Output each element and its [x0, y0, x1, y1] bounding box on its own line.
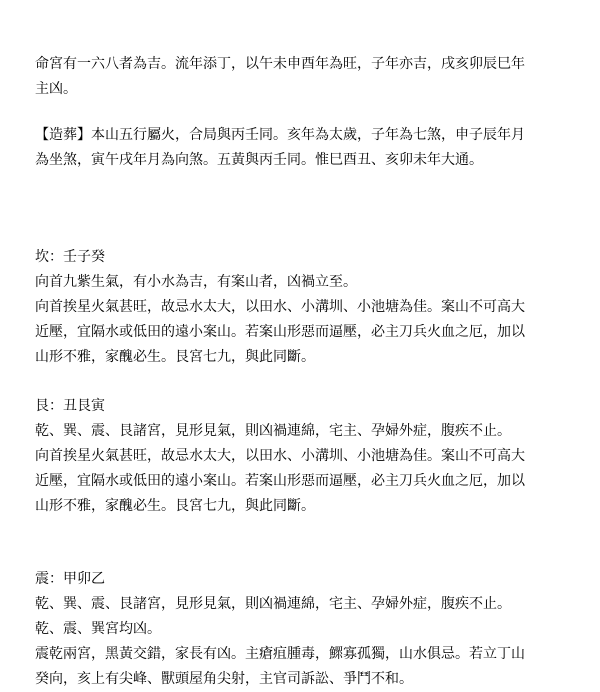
text-line: 【造葬】本山五行屬火，合局與丙壬同。亥年為太歲，子年為七煞，申子辰年月 — [35, 127, 525, 143]
text-line: 近壓，宜隔水或低田的遠小案山。若案山形惡而逼壓，必主刀兵火血之厄，加以 — [35, 324, 525, 340]
section-heading: 艮：丑艮寅 — [35, 398, 105, 414]
intro-paragraph — [35, 52, 575, 102]
section-heading: 震：甲卯乙 — [35, 571, 105, 587]
gen-section — [35, 394, 575, 519]
text-line: 近壓，宜隔水或低田的遠小案山。若案山形惡而逼壓，必主刀兵火血之厄，加以 — [35, 473, 525, 489]
text-line: 山形不雅，家醜必生。艮宮七九，與此同斷。 — [35, 498, 315, 514]
text-line: 命宮有一六八者為吉。流年添丁，以午未申酉年為旺，子年亦吉，戌亥卯辰巳年 — [35, 56, 525, 72]
text-line: 震乾兩宮，黑黃交錯，家長有凶。主瘡疽腫毒，鰥寡孤獨，山水俱忌。若立丁山 — [35, 646, 525, 662]
text-line: 向首九紫生氣，有小水為吉，有案山者，凶禍立至。 — [35, 274, 357, 290]
burial-paragraph — [35, 123, 575, 173]
section-heading: 坎：壬子癸 — [35, 249, 105, 265]
zhen-section — [35, 567, 575, 692]
kan-section — [35, 245, 575, 370]
text-line: 乾、巽、震、艮諸宮，見形見氣，則凶禍連綿，宅主、孕婦外症，腹疾不止。 — [35, 423, 511, 439]
text-line: 主凶。 — [35, 81, 77, 97]
text-line: 為坐煞，寅午戌年月為向煞。五黃與丙壬同。惟巳酉丑、亥卯未年大通。 — [35, 152, 483, 168]
text-line: 向首挨星火氣甚旺，故忌水太大，以田水、小溝圳、小池塘為佳。案山不可高大 — [35, 299, 525, 315]
text-line: 向首挨星火氣甚旺，故忌水太大，以田水、小溝圳、小池塘為佳。案山不可高大 — [35, 448, 525, 464]
text-line: 乾、巽、震、艮諸宮，見形見氣，則凶禍連綿，宅主、孕婦外症，腹疾不止。 — [35, 596, 511, 612]
document-page — [35, 52, 575, 692]
text-line: 山形不雅，家醜必生。艮宮七九，與此同斷。 — [35, 349, 315, 365]
text-line: 乾、震、巽宮均凶。 — [35, 621, 161, 637]
text-line: 癸向，亥上有尖峰、獸頭屋角尖射，主官司訴訟、爭鬥不和。 — [35, 671, 413, 687]
